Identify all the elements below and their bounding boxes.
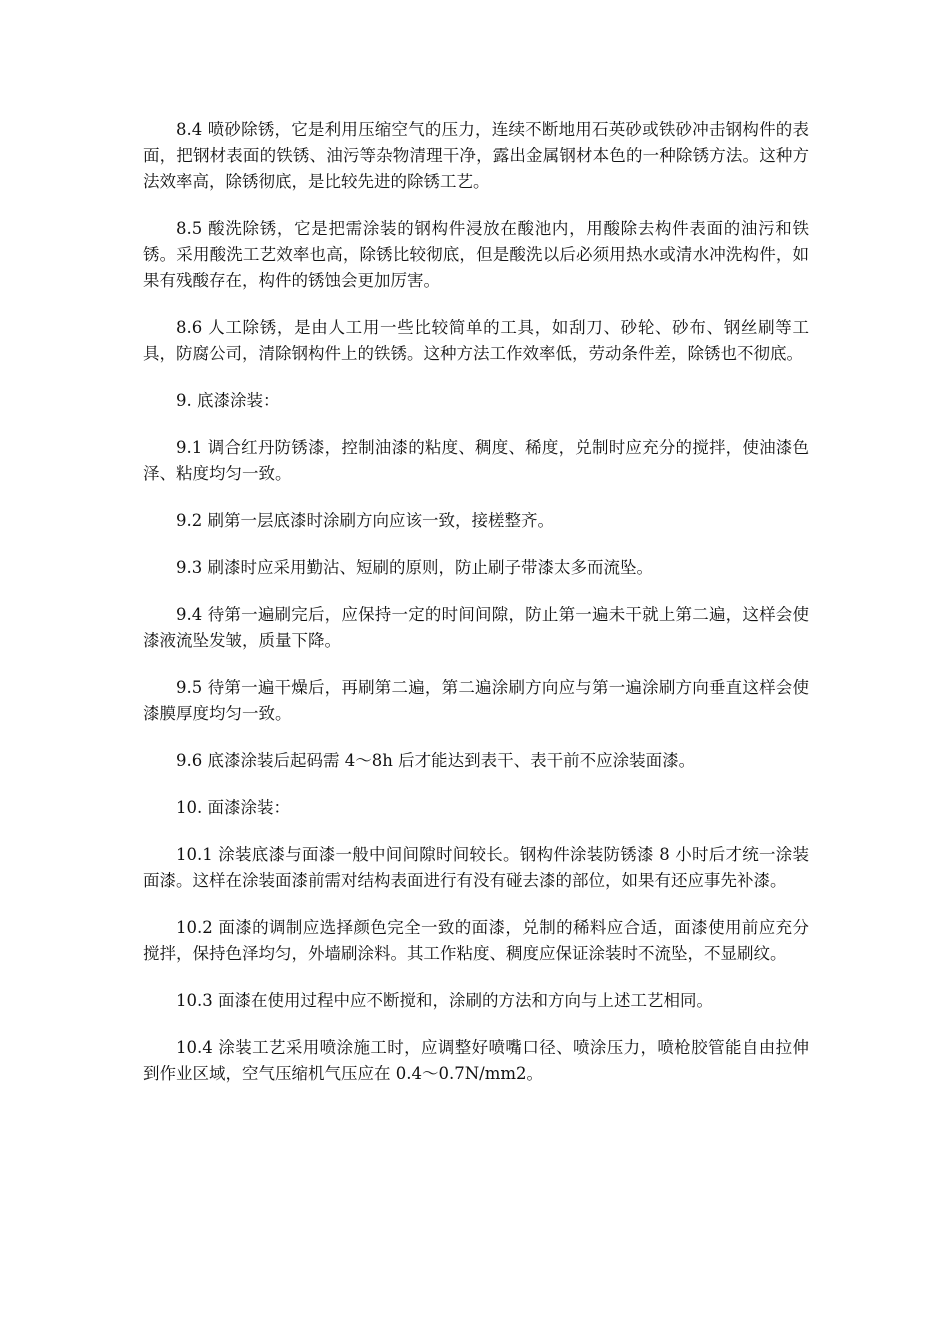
paragraph-9-6: 9.6 底漆涂装后起码需 4～8h 后才能达到表干、表干前不应涂装面漆。 [176, 751, 696, 770]
paragraph-8-5: 8.5 酸洗除锈，它是把需涂装的钢构件浸放在酸池内，用酸除去构件表面的油污和铁锈。采用酸洗工艺效率也高，除锈比较彻底，但是酸洗以后必须用热水或清水冲洗构件，如果有残酸存在，构件的锈蚀会更加厉害。 [143, 219, 809, 290]
section-heading-9: 9. 底漆涂装： [176, 391, 280, 410]
paragraph-9-2: 9.2 刷第一层底漆时涂刷方向应该一致，接槎整齐。 [176, 511, 554, 530]
paragraph-9-1: 9.1 调合红丹防锈漆，控制油漆的粘度、稠度、稀度，兑制时应充分的搅拌，使油漆色泽、粘度均匀一致。 [143, 438, 809, 483]
paragraph-8-6: 8.6 人工除锈，是由人工用一些比较简单的工具，如刮刀、砂轮、砂布、钢丝刷等工具，防腐公司，清除钢构件上的铁锈。这种方法工作效率低，劳动条件差，除锈也不彻底。 [143, 318, 809, 363]
paragraph-10-1: 10.1 涂装底漆与面漆一般中间间隙时间较长。钢构件涂装防锈漆 8 小时后才统一涂装面漆。这样在涂装面漆前需对结构表面进行有没有碰去漆的部位，如果有还应事先补漆。 [143, 845, 809, 890]
paragraph-10-4: 10.4 涂装工艺采用喷涂施工时，应调整好喷嘴口径、喷涂压力，喷枪胶管能自由拉伸到作业区域，空气压缩机气压应在 0.4～0.7N/mm2。 [143, 1038, 809, 1083]
section-heading-10: 10. 面漆涂装： [176, 798, 290, 817]
paragraph-9-4: 9.4 待第一遍刷完后，应保持一定的时间间隙，防止第一遍未干就上第二遍，这样会使漆液流坠发皱，质量下降。 [143, 605, 809, 650]
document-body [143, 117, 809, 1108]
paragraph-9-3: 9.3 刷漆时应采用勤沾、短刷的原则，防止刷子带漆太多而流坠。 [176, 558, 653, 577]
paragraph-9-5: 9.5 待第一遍干燥后，再刷第二遍，第二遍涂刷方向应与第一遍涂刷方向垂直这样会使漆膜厚度均匀一致。 [143, 678, 809, 723]
paragraph-10-2: 10.2 面漆的调制应选择颜色完全一致的面漆，兑制的稀料应合适，面漆使用前应充分搅拌，保持色泽均匀，外墙刷涂料。其工作粘度、稠度应保证涂装时不流坠，不显刷纹。 [143, 918, 809, 963]
paragraph-8-4: 8.4 喷砂除锈，它是利用压缩空气的压力，连续不断地用石英砂或铁砂冲击钢构件的表面，把钢材表面的铁锈、油污等杂物清理干净，露出金属钢材本色的一种除锈方法。这种方法效率高，除锈彻底，是比较先进的除锈工艺。 [143, 120, 809, 191]
paragraph-10-3: 10.3 面漆在使用过程中应不断搅和，涂刷的方法和方向与上述工艺相同。 [176, 991, 713, 1010]
